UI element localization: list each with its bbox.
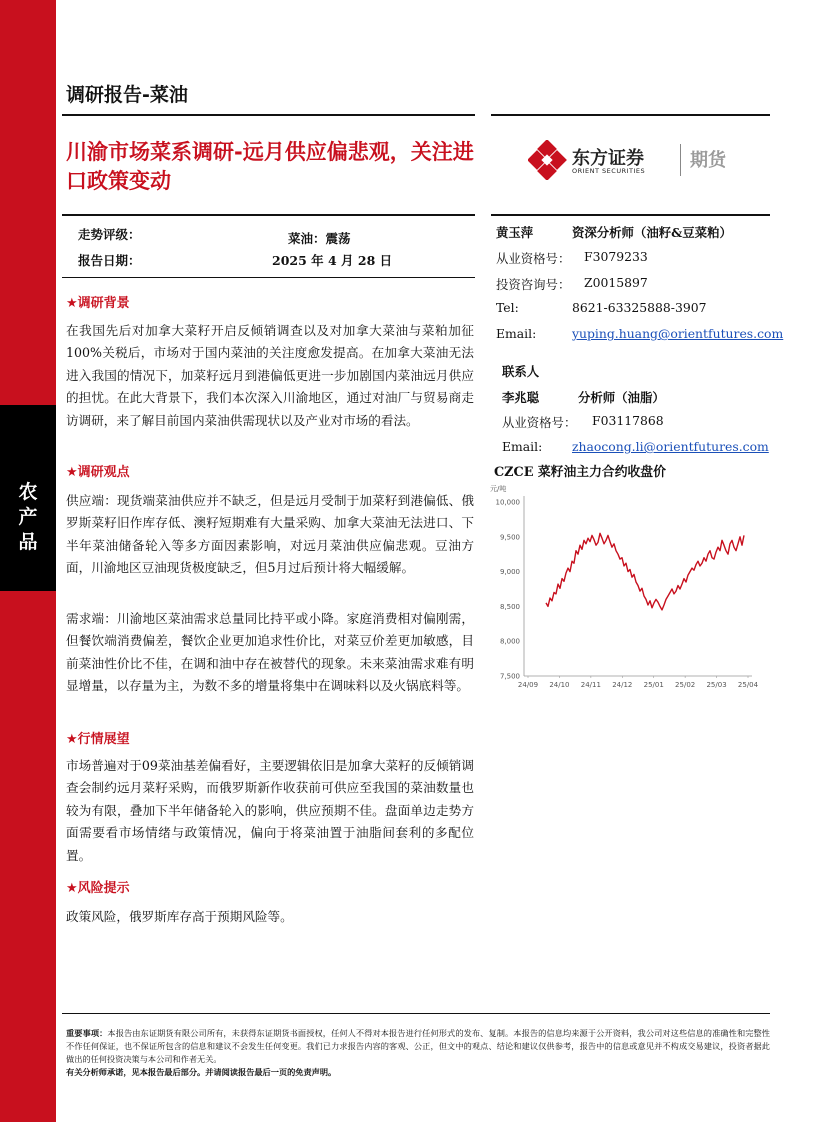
contact-heading: 联系人 — [502, 364, 540, 379]
y-tick-label: 9,000 — [499, 568, 520, 577]
trend-label: 走势评级： — [78, 227, 141, 242]
logo-name: 东方证券 — [572, 148, 644, 169]
y-tick-label: 8,500 — [499, 602, 520, 611]
analyst1-consult-label: 投资咨询号： — [496, 277, 571, 292]
y-tick-label: 9,500 — [499, 533, 520, 542]
category-char-0: 农 — [18, 481, 38, 503]
analyst1-tel-label: Tel: — [496, 300, 519, 315]
section-heading-background: ★调研背景 — [66, 296, 130, 311]
x-tick-label: 24/10 — [549, 681, 570, 689]
analyst1-consult: Z0015897 — [584, 275, 648, 290]
y-tick-label: 8,000 — [499, 637, 520, 646]
contact-rule-top — [491, 214, 770, 216]
paragraph-demand: 需求端：川渝地区菜油需求总量同比持平或小降。家庭消费相对偏刚需，但餐饮端消费偏差，餐饮企业更加追求性价比，对菜豆价差更加敏感，目前菜油性价比不佳，在调和油中存在被替代的现象。未来菜油需求难有明显增量，以存量为主，为数不多的增量将集中在调味料以及火锅底料等。 — [66, 611, 474, 694]
section-heading-views: ★调研观点 — [66, 465, 130, 480]
footer-rule — [62, 1013, 770, 1014]
category-char-2: 品 — [18, 531, 38, 553]
analyst1-email-label: Email: — [496, 326, 537, 341]
chart-title: CZCE 菜籽油主力合约收盘价 — [494, 465, 666, 480]
y-tick-label: 7,500 — [499, 672, 520, 681]
report-type: 调研报告-菜油 — [66, 84, 188, 106]
analyst1-email-link[interactable]: yuping.huang@orientfutures.com — [572, 326, 784, 341]
analyst1-title: 资深分析师（油籽&豆菜粕） — [572, 225, 732, 240]
x-tick-label: 24/12 — [612, 681, 633, 689]
analyst1-cert-label: 从业资格号： — [496, 251, 571, 266]
trend-value: 菜油：震荡 — [288, 231, 351, 246]
y-tick-label: 10,000 — [495, 498, 520, 507]
paragraph-background: 在我国先后对加拿大菜籽开启反倾销调查以及对加拿大菜油与菜粕加征100%关税后，市场对于国内菜油的关注度愈发提高。在加拿大菜油无法进入我国的情况下，加菜籽远月到港偏低更进一步加剧国内菜油远月供应的担忧。在此大背景下，我们本次深入川渝地区，通过对油厂与贸易商走访调研，来了解目前国内菜油供需现状以及产业对市场的看法。 — [66, 323, 474, 428]
x-tick-label: 25/03 — [706, 681, 727, 689]
analyst1-name: 黄玉萍 — [496, 225, 534, 240]
analyst2-cert: F03117868 — [592, 413, 664, 428]
section-heading-risk: ★风险提示 — [66, 881, 130, 896]
header-rule-right — [491, 114, 770, 116]
page-title: 川渝市场菜系调研-远月供应偏悲观，关注进口政策变动 — [66, 140, 474, 193]
orient-logo-icon — [528, 140, 568, 180]
analyst2-email-link[interactable]: zhaocong.li@orientfutures.com — [572, 439, 769, 454]
price-series-line — [546, 533, 744, 610]
analyst2-title: 分析师（油脂） — [578, 390, 665, 405]
analyst2-name: 李兆聪 — [502, 390, 540, 405]
x-tick-label: 25/02 — [675, 681, 696, 689]
disclaimer-head: 重要事项： — [66, 1028, 108, 1038]
analyst-commitment: 有关分析师承诺，见本报告最后部分。并请阅读报告最后一页的免责声明。 — [66, 1067, 337, 1077]
disclaimer-text: 本报告由东证期货有限公司所有，未获得东证期货书面授权，任何人不得对本报告进行任何形式的发布、复制。本报告的信息均来源于公开资料，我公司对这些信息的准确性和完整性不作任何保证，也不保证所包含的信息和建议不会发生任何变更。我们已力求报告内容的客观、公正，但文中的观点、结论和建议仅供参考，报告中的信息或意见并不构成交易建议，投资者据此做出的任何投资决策与本公司和作者无关。 — [66, 1028, 770, 1064]
paragraph-outlook: 市场普遍对于09菜油基差偏看好，主要逻辑依旧是加拿大菜籽的反倾销调查会制约远月菜籽采购，而俄罗斯新作收获前可供应至我国的菜油数量也较为有限，叠加下半年储备轮入的影响，供应预期不佳。盘面单边走势方面需要看市场情绪与政策情况，偏向于将菜油置于油脂间套利的多配位置。 — [66, 758, 474, 863]
logo-divider — [680, 144, 681, 176]
x-tick-label: 24/09 — [517, 681, 539, 689]
x-tick-label: 24/11 — [580, 681, 601, 689]
meta-rule-top — [62, 214, 475, 216]
y-axis-unit: 元/吨 — [490, 485, 507, 493]
header-rule-left — [62, 114, 475, 116]
x-tick-label: 25/04 — [737, 681, 759, 689]
paragraph-supply: 供应端：现货端菜油供应并不缺乏，但是远月受制于加菜籽到港偏低、俄罗斯菜籽旧作库存低、澳籽短期难有大量采购、加拿大菜油无法进口、下半年菜油储备轮入等多方面因素影响，对远月菜油供应偏悲观。豆油方面，川渝地区豆油现货极度缺乏，但5月过后预计将大幅缓解。 — [66, 493, 474, 576]
date-label: 报告日期： — [78, 253, 141, 268]
logo-english: ORIENT SECURITIES — [572, 167, 646, 175]
paragraph-risk: 政策风险，俄罗斯库存高于预期风险等。 — [66, 909, 293, 924]
meta-rule-bottom — [62, 277, 475, 278]
disclaimer — [66, 1027, 770, 1066]
logo-futures: 期货 — [690, 150, 726, 171]
category-label — [0, 480, 56, 555]
category-char-1: 产 — [18, 506, 38, 528]
date-value: 2025 年 4 月 28 日 — [272, 253, 393, 268]
analyst1-tel: 8621-63325888-3907 — [572, 300, 707, 315]
analyst2-cert-label: 从业资格号： — [502, 415, 577, 430]
analyst2-email-label: Email: — [502, 439, 543, 454]
section-heading-outlook: ★行情展望 — [66, 732, 130, 747]
price-line-chart — [488, 480, 770, 695]
x-tick-label: 25/01 — [643, 681, 664, 689]
analyst1-cert: F3079233 — [584, 249, 648, 264]
company-logo — [528, 140, 768, 180]
